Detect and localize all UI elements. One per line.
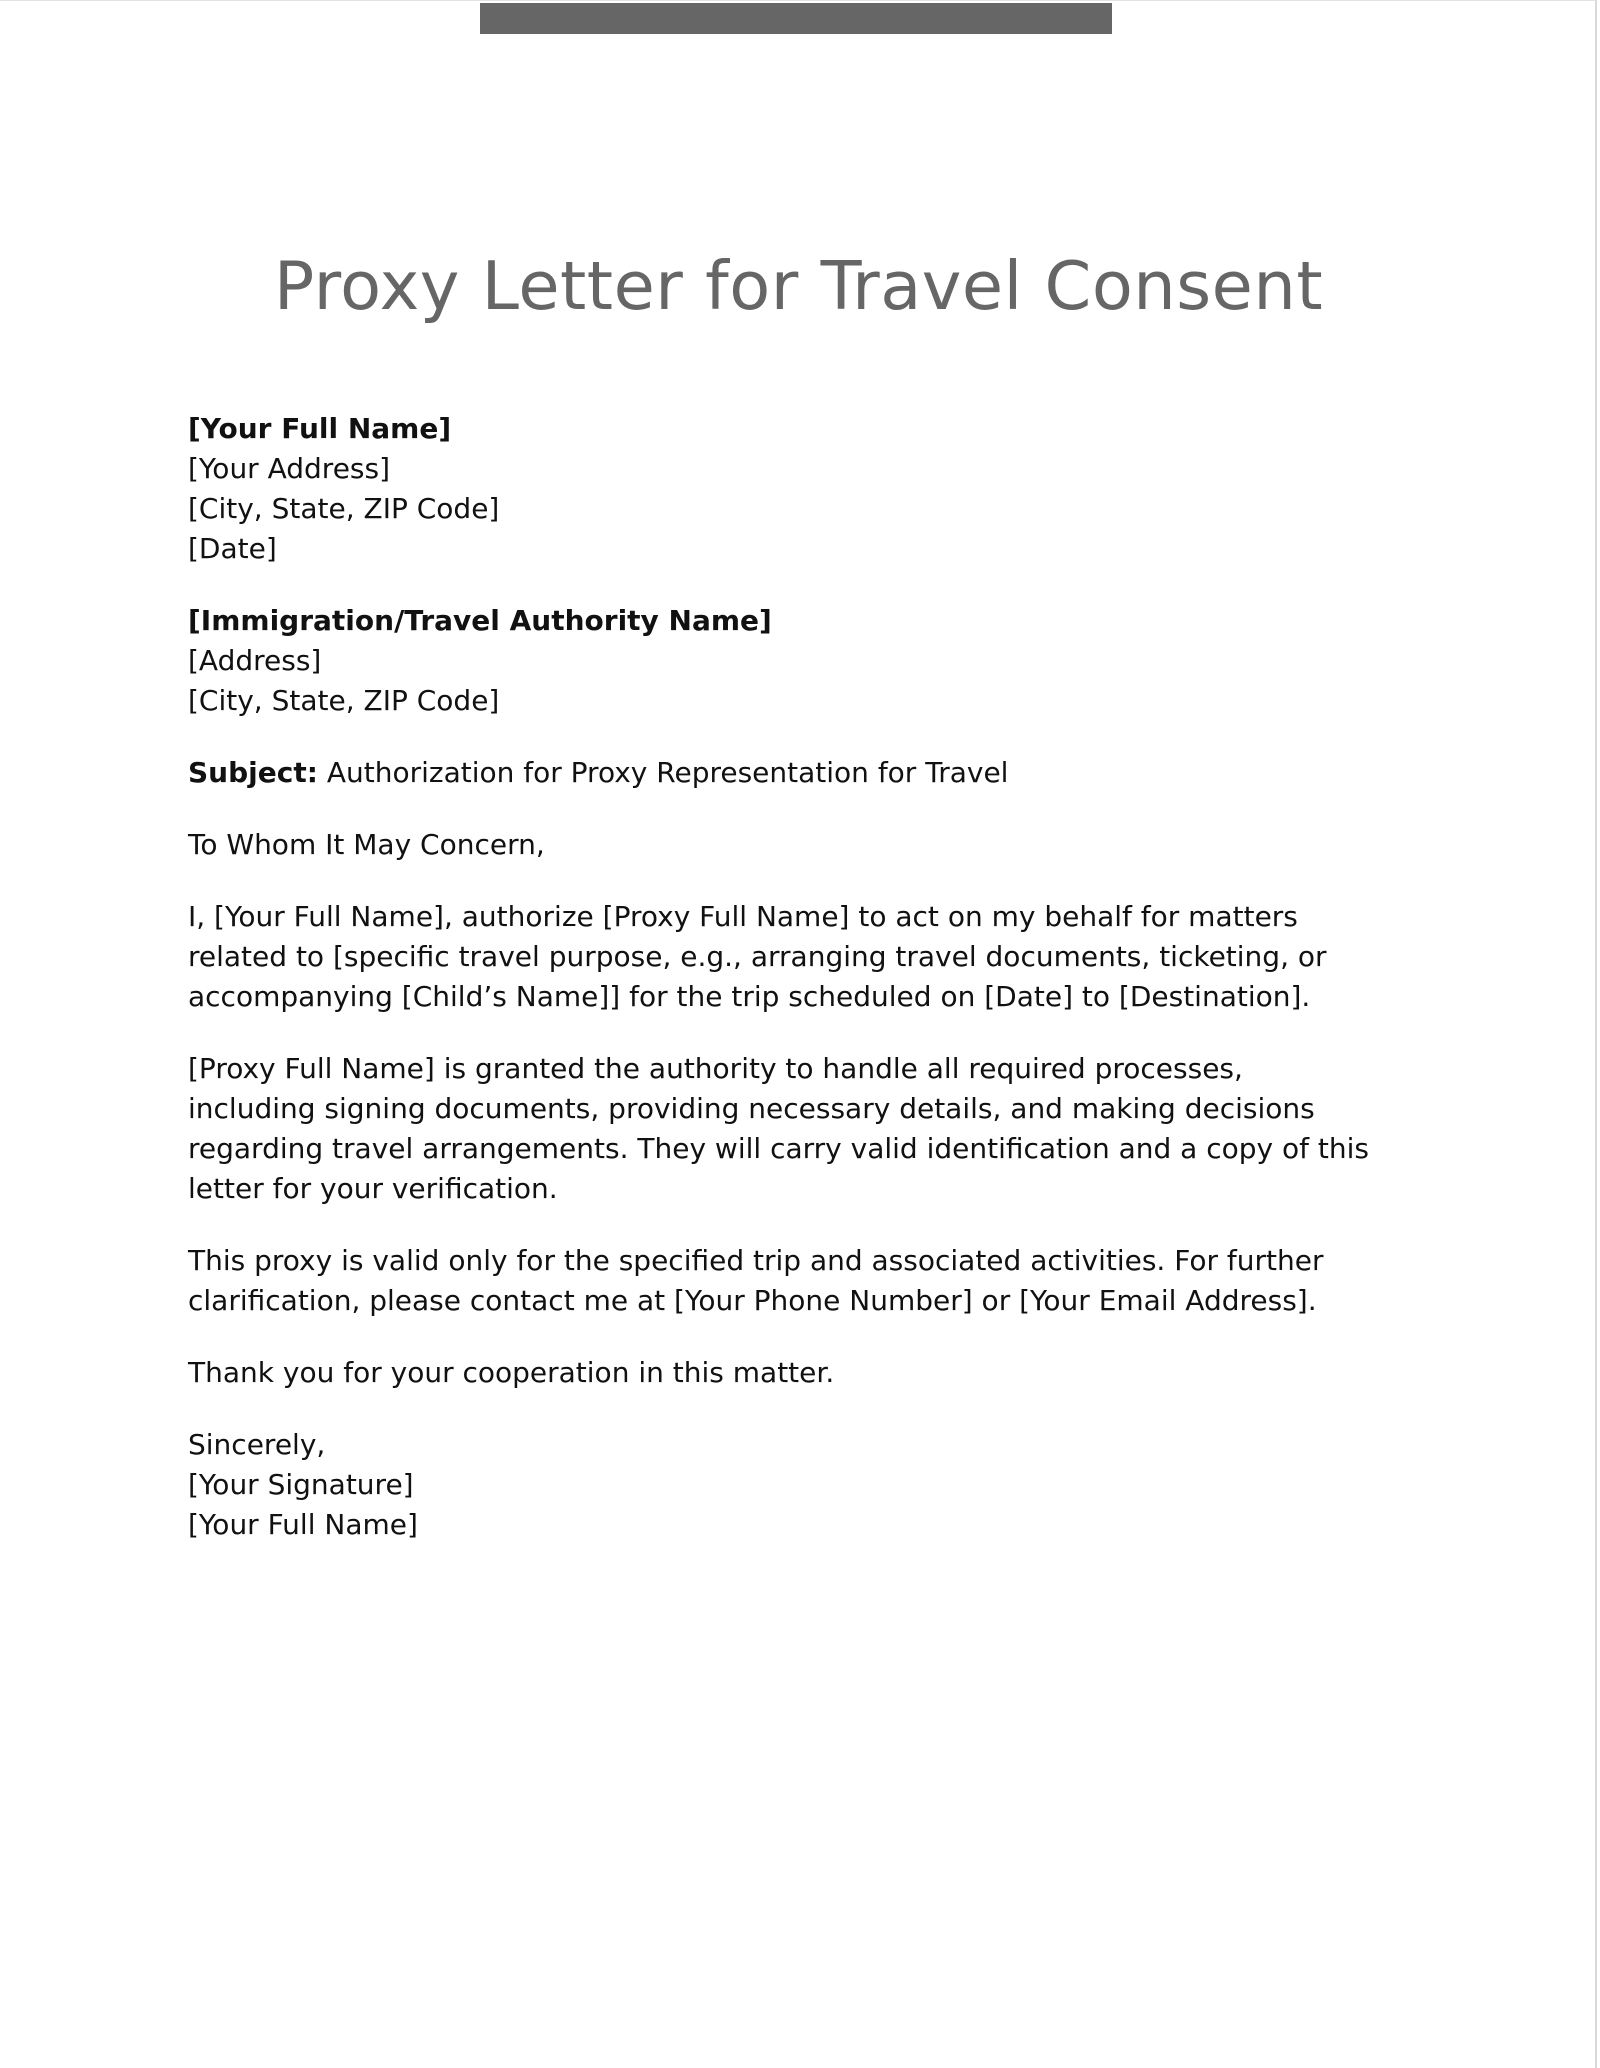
paragraph-line: related to [specific travel purpose, e.g., arranging travel documents, ticketing, or — [188, 940, 1327, 973]
subject-label: Subject: — [188, 756, 318, 789]
sender-name: [Your Full Name] — [188, 412, 452, 445]
document-title: Proxy Letter for Travel Consent — [273, 247, 1324, 325]
sender-city: [City, State, ZIP Code] — [188, 492, 500, 525]
paragraph-line: This proxy is valid only for the specified trip and associated activities. For further — [188, 1244, 1324, 1277]
salutation: To Whom It May Concern, — [188, 828, 545, 861]
recipient-name: [Immigration/Travel Authority Name] — [188, 604, 772, 637]
letter-body — [188, 409, 1428, 1577]
recipient-city: [City, State, ZIP Code] — [188, 684, 500, 717]
paragraph-authority — [188, 1049, 1428, 1209]
letter-date: [Date] — [188, 532, 277, 565]
recipient-block — [188, 601, 1428, 721]
sign-off: Sincerely, — [188, 1428, 326, 1461]
paragraph-line: I, [Your Full Name], authorize [Proxy Full Name] to act on my behalf for matters — [188, 900, 1298, 933]
paragraph-line: clarification, please contact me at [Your Phone Number] or [Your Email Address]. — [188, 1284, 1317, 1317]
paragraph-line: [Proxy Full Name] is granted the authority to handle all required processes, — [188, 1052, 1243, 1085]
sender-address: [Your Address] — [188, 452, 391, 485]
recipient-address: [Address] — [188, 644, 322, 677]
paragraph-line: accompanying [Child’s Name]] for the trip scheduled on [Date] to [Destination]. — [188, 980, 1311, 1013]
sender-block — [188, 409, 1428, 569]
paragraph-validity — [188, 1241, 1428, 1321]
paragraph-line: letter for your verification. — [188, 1172, 558, 1205]
subject-line — [188, 753, 1428, 793]
closing-block — [188, 1425, 1428, 1545]
paragraph-line: Thank you for your cooperation in this matter. — [188, 1356, 835, 1389]
header-accent-bar — [480, 3, 1112, 34]
closing-name: [Your Full Name] — [188, 1508, 418, 1541]
subject-text: Authorization for Proxy Representation for Travel — [326, 756, 1009, 789]
paragraph-line: including signing documents, providing necessary details, and making decisions — [188, 1092, 1315, 1125]
paragraph-thanks — [188, 1353, 1428, 1393]
signature-placeholder: [Your Signature] — [188, 1468, 414, 1501]
paragraph-authorization — [188, 897, 1428, 1017]
paragraph-line: regarding travel arrangements. They will carry valid identification and a copy of this — [188, 1132, 1369, 1165]
